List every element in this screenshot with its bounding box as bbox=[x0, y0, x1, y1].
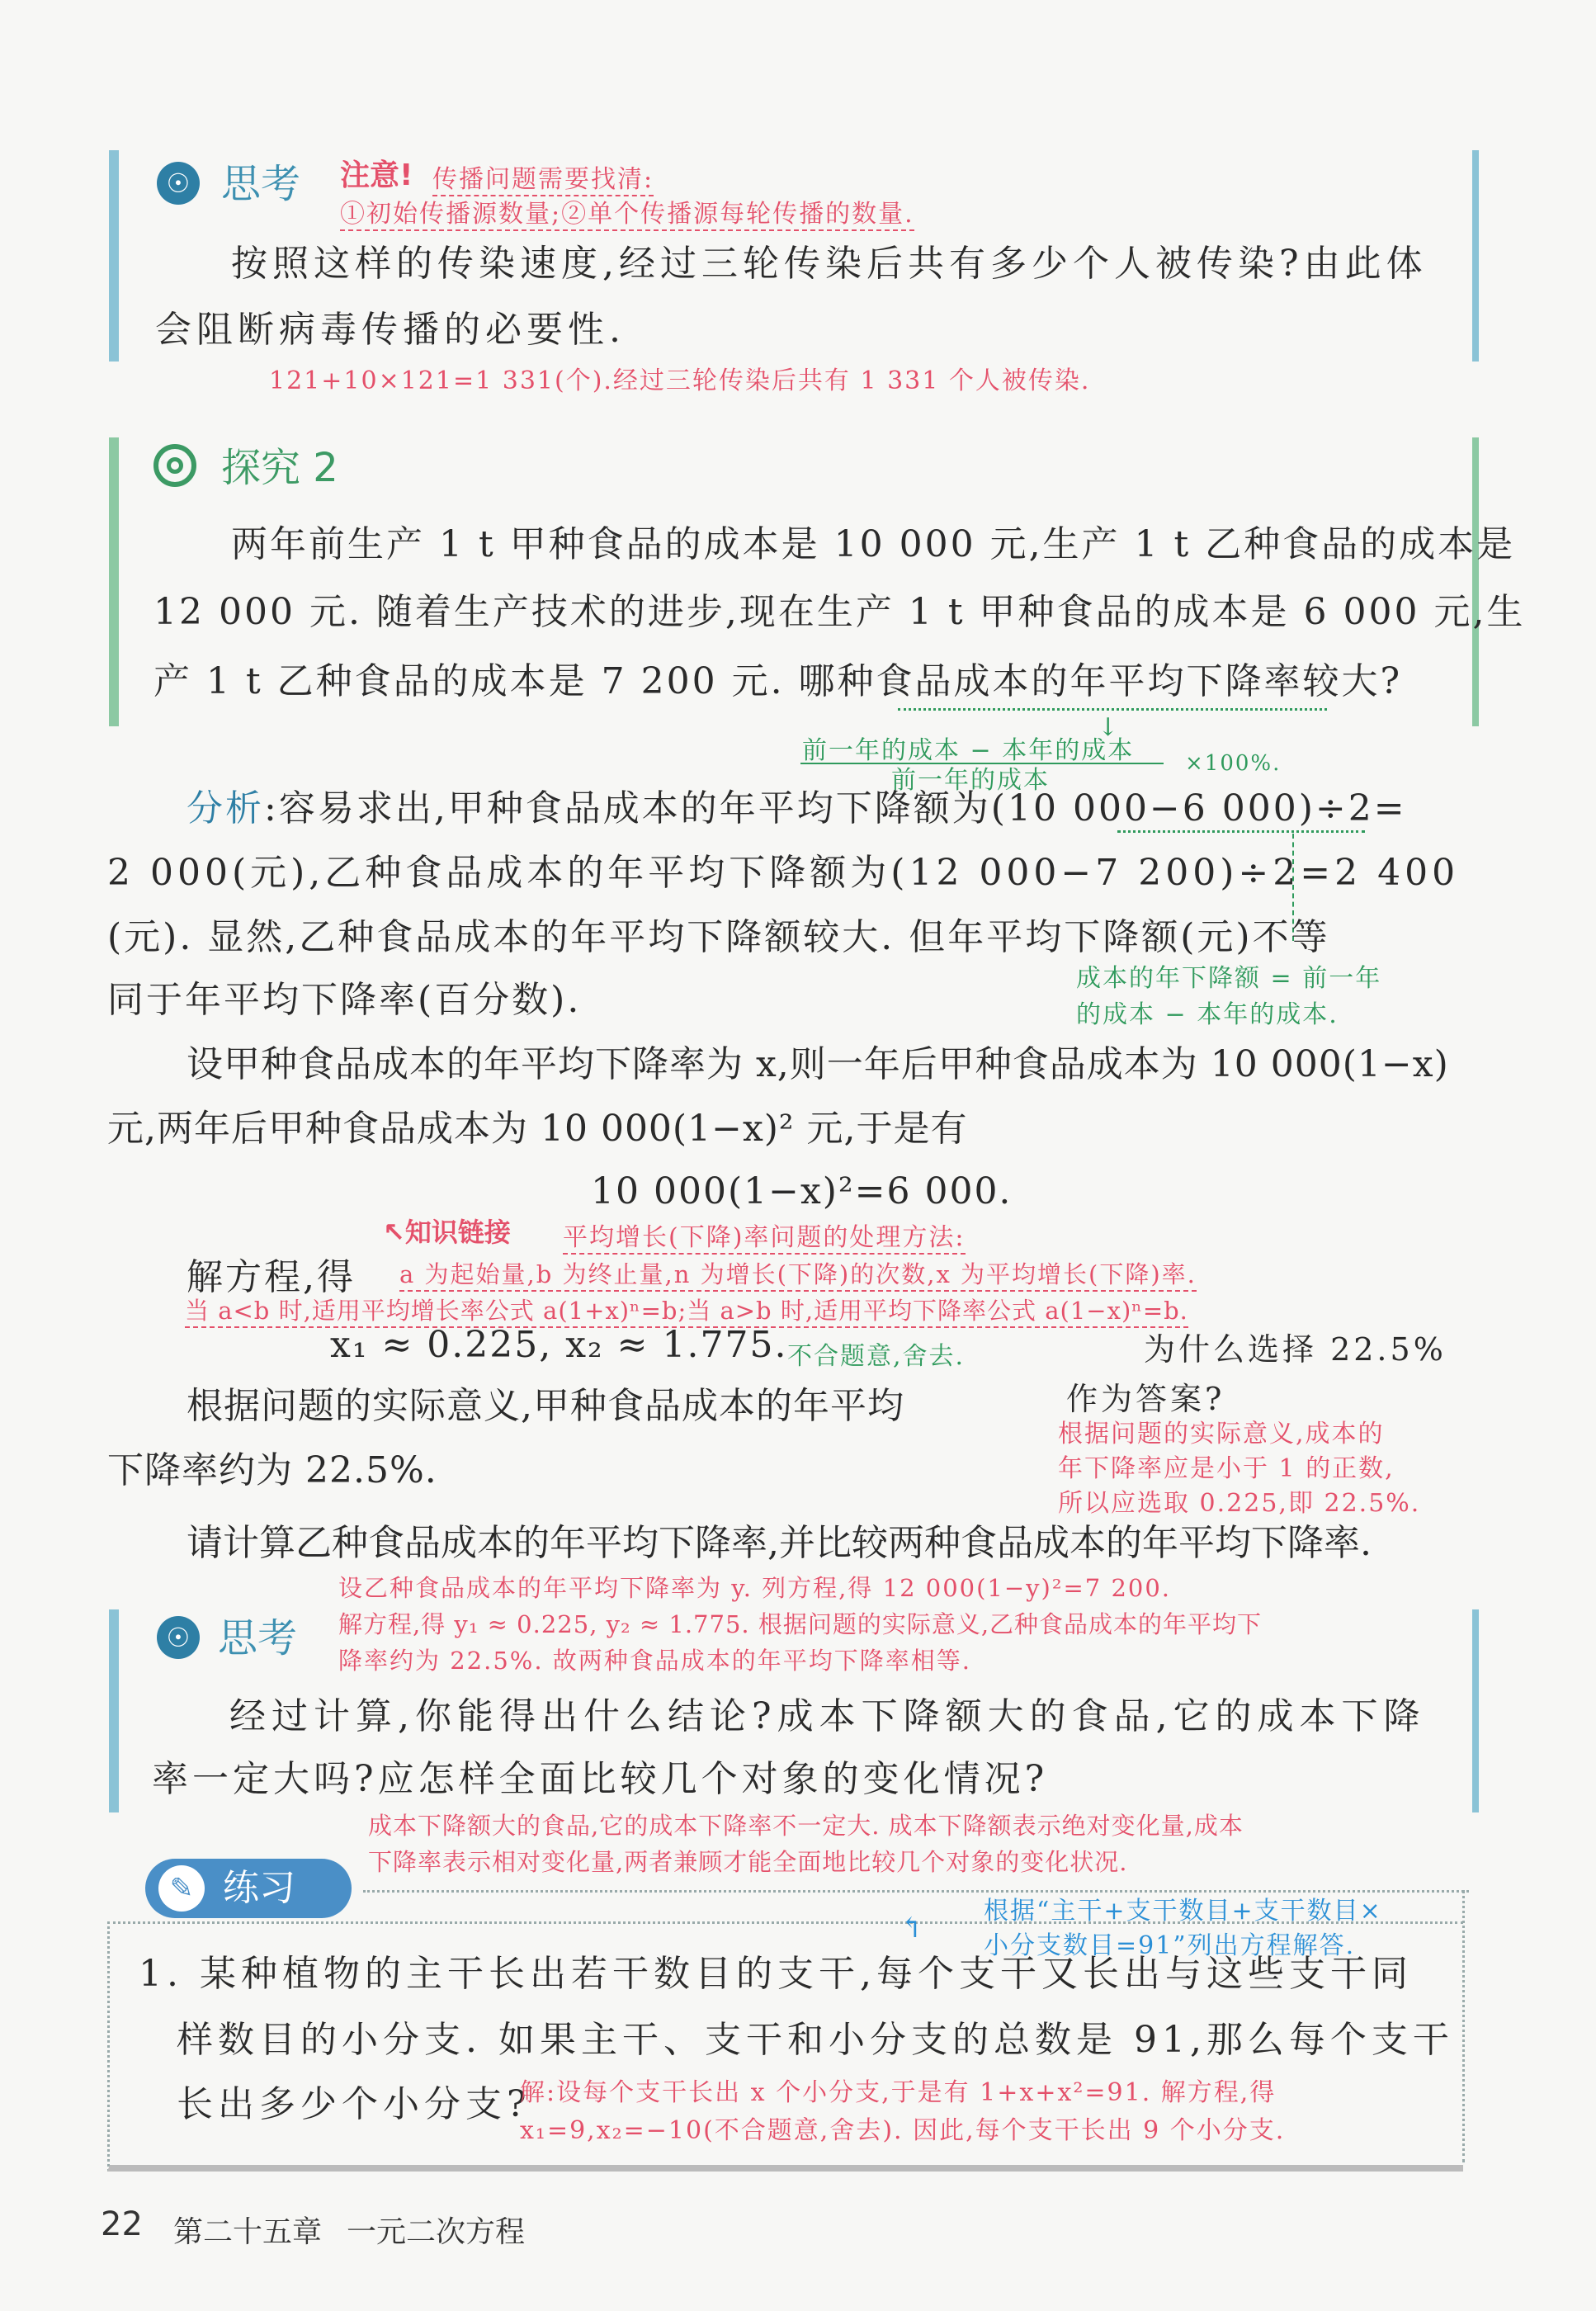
bulb-icon: ☉ bbox=[157, 1616, 200, 1659]
assume-line-1: 设甲种食品成本的年平均下降率为 x,则一年后甲种食品成本为 10 000(1−x) bbox=[187, 1043, 1449, 1085]
think1-right-bar bbox=[1472, 150, 1479, 362]
note-line-2: ①初始传播源数量;②单个传播源每轮传播的数量. bbox=[340, 193, 914, 231]
roots: x₁ ≈ 0.225, x₂ ≈ 1.775. bbox=[330, 1324, 788, 1366]
explore2-line-3: 产 1 t 乙种食品的成本是 7 200 元. 哪种食品成本的年平均下降率较大? bbox=[153, 660, 1403, 702]
analysis-label: 分析 bbox=[187, 787, 264, 829]
practice-hint-2: 小分支数目=91”列出方程解答. bbox=[984, 1931, 1356, 1960]
assume-line-2: 元,两年后甲种食品成本为 10 000(1−x)² 元,于是有 bbox=[107, 1108, 968, 1150]
knowledge-link-line-1: 平均增长(下降)率问题的处理方法: bbox=[563, 1217, 966, 1255]
task-answer-1: 设乙种食品成本的年平均下降率为 y. 列方程,得 12 000(1−y)²=7 200. bbox=[338, 1574, 1172, 1602]
analysis-line-3: (元). 显然,乙种食品成本的年平均下降额较大. 但年平均下降额(元)不等 bbox=[107, 916, 1330, 958]
think1-left-bar bbox=[109, 150, 119, 362]
pencil-icon: ✎ bbox=[158, 1865, 205, 1912]
practice-q1-line-1: 1. 某种植物的主干长出若干数目的支干,每个支干又长出与这些支干同 bbox=[139, 1953, 1413, 1995]
think2-answer-1: 成本下降额大的食品,它的成本下降率不一定大. 成本下降额表示绝对变化量,成本 bbox=[368, 1812, 1244, 1840]
explore2-line-1: 两年前生产 1 t 甲种食品的成本是 10 000 元,生产 1 t 乙种食品的成本是 bbox=[231, 523, 1516, 565]
knowledge-link-line-2: a 为起始量,b 为终止量,n 为增长(下降)的次数,x 为平均增长(下降)率. bbox=[399, 1256, 1197, 1292]
practice-tab bbox=[145, 1859, 352, 1918]
think2-title: 思考 bbox=[218, 1615, 298, 1661]
explore2-title: 探究 2 bbox=[221, 445, 338, 491]
think2-right-bar bbox=[1472, 1609, 1479, 1812]
chapter-label: 第二十五章 bbox=[173, 2215, 323, 2249]
chapter-title: 一元二次方程 bbox=[347, 2215, 526, 2249]
page-number: 22 bbox=[101, 2205, 143, 2243]
practice-answer-1: 解:设每个支干长出 x 个小分支,于是有 1+x+x²=91. 解方程,得 bbox=[520, 2078, 1277, 2107]
practice-right-dots bbox=[1462, 1890, 1465, 2162]
why-question-1: 为什么选择 22.5% bbox=[1144, 1331, 1447, 1368]
main-equation: 10 000(1−x)²=6 000. bbox=[591, 1170, 1013, 1212]
fraction-numerator: 前一年的成本 − 本年的成本 bbox=[802, 736, 1135, 765]
think1-question-line-1: 按照这样的传染速度,经过三轮传染后共有多少个人被传染?由此体 bbox=[231, 243, 1428, 285]
analysis-line-2: 2 000(元),乙种食品成本的年平均下降额为(12 000−7 200)÷2=2 400 bbox=[107, 852, 1460, 894]
practice-q1-line-3: 长出多少个小分支? bbox=[177, 2083, 531, 2125]
curved-arrow-icon: ↰ bbox=[900, 1912, 925, 1945]
conclusion-line-1: 根据问题的实际意义,甲种食品成本的年平均 bbox=[187, 1385, 904, 1427]
think1-question-line-2: 会阻断病毒传播的必要性. bbox=[155, 309, 626, 351]
think1-title: 思考 bbox=[221, 161, 301, 207]
why-question-2: 作为答案? bbox=[1066, 1381, 1225, 1417]
task-answer-3: 降率约为 22.5%. 故两种食品成本的年平均下降率相等. bbox=[338, 1647, 971, 1675]
reject-note: 不合题意,舍去. bbox=[787, 1342, 966, 1371]
practice-hint-1: 根据“主干+支干数目+支干数目× bbox=[984, 1897, 1382, 1926]
wavy-underline bbox=[898, 708, 1327, 711]
analysis-note-2: 的成本 − 本年的成本. bbox=[1076, 1000, 1339, 1029]
fraction-denominator: 前一年的成本 bbox=[891, 766, 1050, 795]
link-icon: ↖ bbox=[383, 1217, 405, 1248]
practice-q1-line-2: 样数目的小分支. 如果主干、支干和小分支的总数是 91,那么每个支干 bbox=[177, 2019, 1454, 2061]
why-answer-2: 年下降率应是小于 1 的正数, bbox=[1058, 1454, 1395, 1483]
explore2-left-bar bbox=[109, 437, 119, 726]
analysis-wavy-1 bbox=[1117, 830, 1365, 833]
think1-answer: 121+10×121=1 331(个).经过三轮传染后共有 1 331 个人被传染. bbox=[269, 366, 1091, 395]
arrow-down-icon: ↓ bbox=[1098, 713, 1119, 742]
think2-question-line-1: 经过计算,你能得出什么结论?成本下降额大的食品,它的成本下降 bbox=[229, 1695, 1426, 1737]
knowledge-link-line-3: 当 a<b 时,适用平均增长率公式 a(1+x)ⁿ=b;当 a>b 时,适用平均下降率公式 a(1−x)ⁿ=b. bbox=[185, 1293, 1188, 1328]
analysis-note-1: 成本的年下降额 = 前一年 bbox=[1076, 964, 1382, 993]
think2-left-bar bbox=[109, 1609, 119, 1812]
practice-title: 练习 bbox=[223, 1867, 295, 1909]
knowledge-link-label: 知识链接 bbox=[404, 1217, 511, 1248]
note-tag: 注意! bbox=[340, 158, 413, 192]
think2-question-line-2: 率一定大吗?应怎样全面比较几个对象的变化情况? bbox=[152, 1758, 1049, 1800]
fraction-suffix: ×100%. bbox=[1185, 751, 1282, 776]
explore2-line-2: 12 000 元. 随着生产技术的进步,现在生产 1 t 甲种食品的成本是 6 000 元,生 bbox=[153, 591, 1526, 633]
practice-answer-2: x₁=9,x₂=−10(不合题意,舍去). 因此,每个支干长出 9 个小分支. bbox=[520, 2116, 1286, 2145]
note-line-1: 传播问题需要找清: bbox=[432, 158, 654, 196]
solve-label: 解方程,得 bbox=[187, 1256, 356, 1298]
analysis-line-1-text: :容易求出,甲种食品成本的年平均下降额为(10 000−6 000)÷2= bbox=[264, 787, 1407, 829]
bulb-icon: ☉ bbox=[157, 162, 200, 205]
explore-icon bbox=[153, 444, 196, 487]
think2-answer-2: 下降率表示相对变化量,两者兼顾才能全面地比较几个对象的变化状况. bbox=[368, 1848, 1128, 1876]
why-answer-1: 根据问题的实际意义,成本的 bbox=[1058, 1420, 1385, 1449]
knowledge-link-tag bbox=[383, 1212, 511, 1250]
task-line: 请计算乙种食品成本的年平均下降率,并比较两种食品成本的年平均下降率. bbox=[187, 1522, 1372, 1564]
task-answer-2: 解方程,得 y₁ ≈ 0.225, y₂ ≈ 1.775. 根据问题的实际意义,乙种食品成本的年平均下 bbox=[338, 1610, 1263, 1638]
conclusion-line-2: 下降率约为 22.5%. bbox=[107, 1449, 437, 1491]
analysis-line-4: 同于年平均下降率(百分数). bbox=[107, 979, 582, 1021]
why-answer-3: 所以应选取 0.225,即 22.5%. bbox=[1058, 1489, 1421, 1518]
